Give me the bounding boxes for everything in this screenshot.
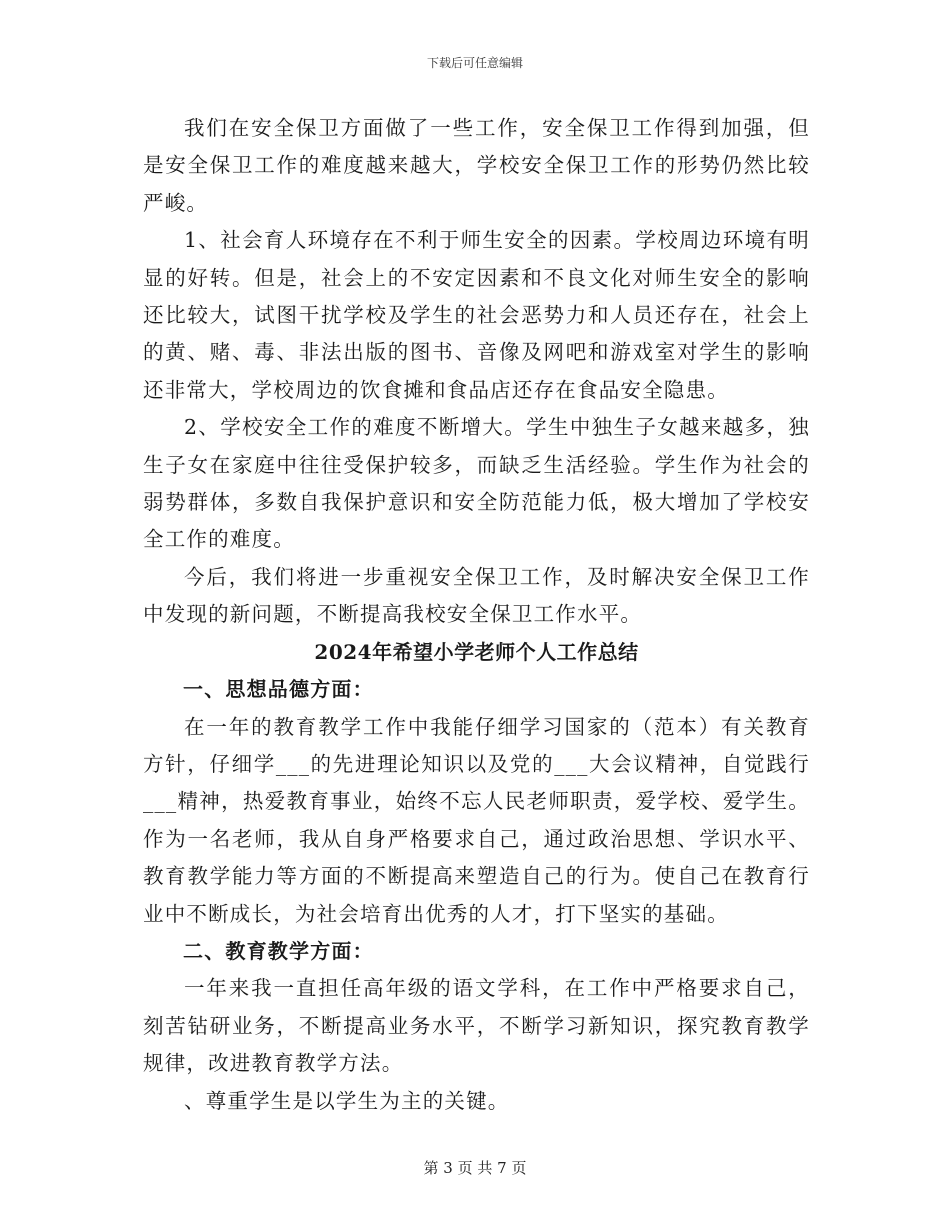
document-body [143, 110, 810, 1120]
paragraph-3: 2、学校安全工作的难度不断增大。学生中独生子女越来越多，独生子女在家庭中往往受保护较多，而缺乏生活经验。学生作为社会的弱势群体，多数自我保护意识和安全防范能力低，极大增加了学校安全工作的难度。 [143, 415, 810, 552]
paragraph-2: 1、社会育人环境存在不利于师生安全的因素。学校周边环境有明显的好转。但是，社会上的不安定因素和不良文化对师生安全的影响还比较大，试图干扰学校及学生的社会恶势力和人员还存在，社会上的黄、赌、毒、非法出版的图书、音像及网吧和游戏室对学生的影响还非常大，学校周边的饮食摊和食品店还存在食品安全隐患。 [143, 228, 810, 402]
paragraph-6: 一年来我一直担任高年级的语文学科，在工作中严格要求自己，刻苦钻研业务，不断提高业务水平，不断学习新知识，探究教育教学规律，改进教育教学方法。 [143, 976, 810, 1076]
section-heading-2: 二、教育教学方面： [183, 938, 374, 963]
page-number-footer: 第 3 页 共 7 页 [423, 1159, 527, 1177]
page-header-note: 下载后可任意编辑 [426, 56, 523, 70]
paragraph-5: 在一年的教育教学工作中我能仔细学习国家的（范本）有关教育方针，仔细学___的先进理论知识以及党的___大会议精神，自觉践行___精神，热爱教育事业，始终不忘人民老师职责，爱学校、爱学生。作为一名老师，我从自身严格要求自己，通过政治思想、学识水平、教育教学能力等方面的不断提高来塑造自己的行为。使自己在教育行业中不断成长，为社会培育出优秀的人才，打下坚实的基础。 [143, 714, 810, 926]
section-heading-1: 一、思想品德方面： [183, 677, 374, 702]
paragraph-7: 、尊重学生是以学生为主的关键。 [184, 1088, 510, 1113]
paragraph-4: 今后，我们将进一步重视安全保卫工作，及时解决安全保卫工作中发现的新问题，不断提高我校安全保卫工作水平。 [143, 564, 810, 627]
paragraph-1: 我们在安全保卫方面做了一些工作，安全保卫工作得到加强，但是安全保卫工作的难度越来越大，学校安全保卫工作的形势仍然比较严峻。 [143, 116, 810, 215]
section-title: 2024年希望小学老师个人工作总结 [314, 639, 639, 664]
